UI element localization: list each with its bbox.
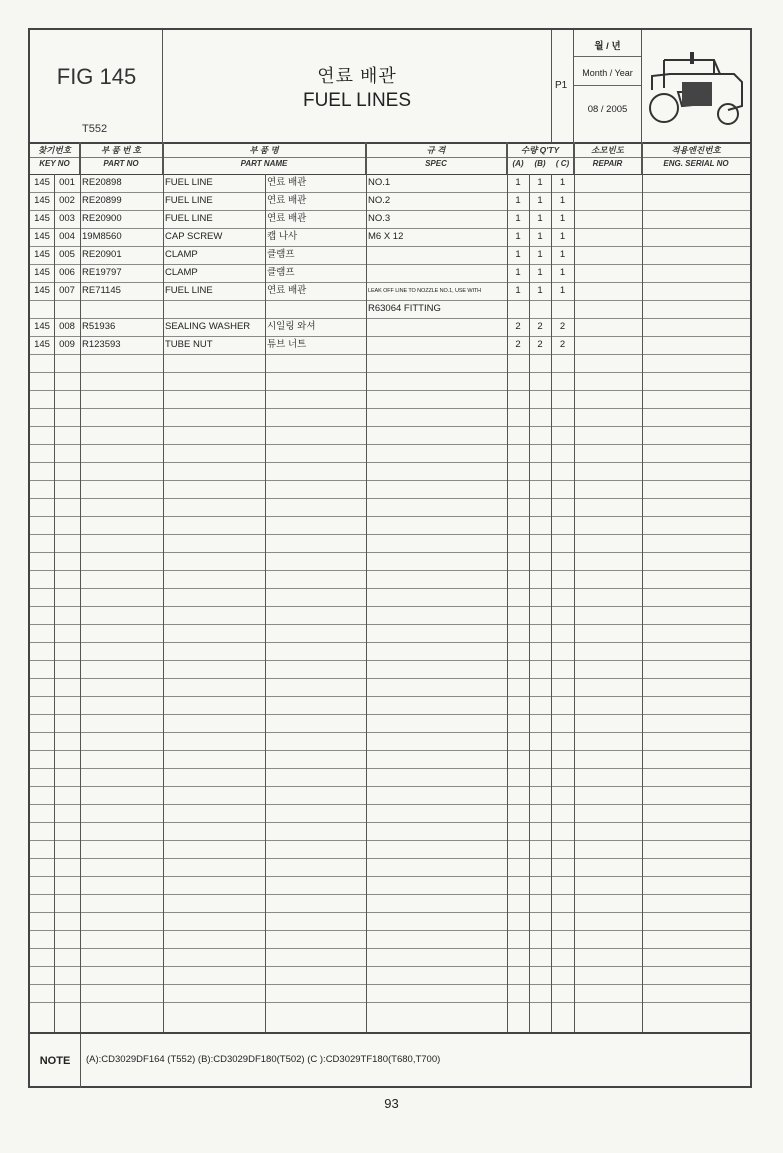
cell-name-en: SEALING WASHER	[165, 321, 251, 332]
cell-spec: NO.1	[368, 177, 391, 188]
cell-fig	[30, 300, 54, 318]
cell-a: 1	[515, 231, 521, 242]
col-qty-c: ( C)	[555, 159, 570, 168]
cell-key: 004	[59, 231, 75, 242]
cell-name-ko: 연료 배관	[267, 195, 307, 206]
title-english: FUEL LINES	[302, 90, 412, 111]
cell-c: 1	[559, 213, 566, 224]
column-divider	[642, 142, 643, 1032]
cell-fig: 145	[34, 177, 50, 188]
date-value: 08 / 2005	[587, 104, 628, 115]
cell-spec: LEAK OFF LINE TO NOZZLE NO.1, USE WITH	[368, 288, 482, 294]
cell-a: 2	[515, 321, 521, 332]
sheet-header	[30, 30, 750, 144]
cell-c: 2	[559, 321, 566, 332]
cell-name-en: CAP SCREW	[165, 231, 223, 242]
model-code: T552	[82, 123, 108, 135]
cell-fig: 145	[34, 249, 50, 260]
cell-spec: NO.2	[368, 195, 391, 206]
cell-name-en: FUEL LINE	[165, 213, 213, 224]
cell-name-en: FUEL LINE	[165, 285, 213, 296]
cell-c: 1	[559, 177, 566, 188]
cell-fig: 145	[34, 231, 50, 242]
cell-name-ko: 클램프	[267, 267, 295, 278]
parts-sheet	[28, 28, 752, 1088]
cell-part: RE71145	[82, 285, 121, 296]
cell-key: 007	[59, 285, 75, 296]
col-serial: 적용엔진번호 ENG. SERIAL NO	[642, 142, 750, 174]
date-box	[574, 30, 642, 142]
figure-box	[30, 30, 163, 142]
cell-name-en: CLAMP	[165, 267, 198, 278]
cell-fig: 145	[34, 213, 50, 224]
date-label-english: Month / Year	[582, 68, 633, 78]
cell-b: 1	[537, 267, 543, 278]
cell-c: 1	[559, 195, 566, 206]
figure-number: FIG 145	[56, 64, 137, 89]
cell-key: 009	[59, 339, 75, 350]
cell-part: 19M8560	[82, 231, 122, 242]
col-qty-b: (B)	[534, 159, 546, 168]
cell-spec: R63064 FITTING	[368, 303, 441, 314]
note-label: NOTE	[30, 1034, 81, 1088]
cell-b	[529, 300, 551, 318]
cell-part: R123593	[82, 339, 121, 350]
cell-part: RE19797	[82, 267, 122, 278]
cell-fig: 145	[34, 285, 50, 296]
col-qty-a: (A)	[512, 159, 524, 168]
cell-spec	[368, 264, 506, 282]
cell-a: 1	[515, 177, 521, 188]
column-divider	[574, 142, 575, 1032]
cell-fig: 145	[34, 339, 50, 350]
cell-name-ko: 시일링 와셔	[267, 321, 316, 332]
cell-a: 1	[515, 249, 521, 260]
col-part-no: 부 품 번 호 PART NO	[80, 142, 163, 174]
cell-name-ko: 연료 배관	[267, 213, 307, 224]
cell-c: 2	[559, 339, 566, 350]
cell-b: 2	[537, 339, 543, 350]
cell-part: R51936	[82, 321, 116, 332]
page-code-box	[552, 30, 574, 142]
col-part-name: 부 품 명 PART NAME	[163, 142, 366, 174]
col-repair: 소모빈도 REPAIR	[574, 142, 642, 174]
cell-name-en: FUEL LINE	[165, 195, 213, 206]
cell-spec: M6 X 12	[368, 231, 404, 242]
cell-key: 006	[59, 267, 75, 278]
cell-key: 001	[59, 177, 75, 188]
cell-c	[551, 300, 574, 318]
cell-a: 1	[515, 285, 521, 296]
cell-name-ko: 튜브 너트	[267, 339, 307, 350]
cell-a	[507, 300, 529, 318]
cell-name-ko: 캡 나사	[267, 231, 298, 242]
cell-c: 1	[559, 231, 566, 242]
cell-part: RE20900	[82, 213, 122, 224]
note-box	[30, 1032, 750, 1088]
cell-a: 1	[515, 195, 521, 206]
cell-key: 008	[59, 321, 75, 332]
cell-c: 1	[559, 249, 566, 260]
cell-part	[82, 300, 162, 318]
col-qty: 수량 Q'TY	[507, 142, 574, 174]
cell-a: 1	[515, 267, 521, 278]
column-divider	[265, 174, 266, 1032]
cell-spec: NO.3	[368, 213, 391, 224]
column-divider	[80, 142, 81, 1032]
cell-key: 005	[59, 249, 75, 260]
cell-part: RE20899	[82, 195, 122, 206]
cell-a: 2	[515, 339, 521, 350]
cell-part: RE20898	[82, 177, 122, 188]
cell-name-en: TUBE NUT	[165, 339, 213, 350]
title-korean: 연료 배관	[317, 66, 397, 86]
cell-name-en	[165, 300, 263, 318]
cell-b: 1	[537, 195, 543, 206]
date-label-korean: 월 / 년	[594, 41, 621, 52]
cell-b: 1	[537, 285, 543, 296]
cell-name-en: CLAMP	[165, 249, 198, 260]
col-spec: 규 격 SPEC	[366, 142, 507, 174]
cell-name-ko: 연료 배관	[267, 285, 307, 296]
cell-c: 1	[559, 285, 566, 296]
cell-b: 1	[537, 249, 543, 260]
column-divider	[163, 142, 164, 1032]
page-code: P1	[555, 80, 568, 91]
cell-name-ko: 연료 배관	[267, 177, 307, 188]
cell-c: 1	[559, 267, 566, 278]
cell-key: 003	[59, 213, 75, 224]
cell-spec	[368, 246, 506, 264]
cell-fig: 145	[34, 195, 50, 206]
cell-spec	[368, 318, 506, 336]
cell-a: 1	[515, 213, 521, 224]
col-key: 찾기번호 KEY NO	[30, 142, 80, 174]
cell-part: RE20901	[82, 249, 122, 260]
cell-name-ko	[267, 300, 364, 318]
note-text: (A):CD3029DF164 (T552) (B):CD3029DF180(T502) (C ):CD3029TF180(T680,T700)	[86, 1054, 441, 1065]
cell-fig: 145	[34, 321, 50, 332]
cell-b: 2	[537, 321, 543, 332]
cell-spec	[368, 336, 506, 354]
title-box	[163, 30, 552, 142]
column-divider	[366, 142, 367, 1032]
cell-key: 002	[59, 195, 75, 206]
cell-b: 1	[537, 177, 543, 188]
cell-fig: 145	[34, 267, 50, 278]
page-number: 93	[384, 1096, 399, 1111]
cell-name-ko: 클램프	[267, 249, 295, 260]
cell-name-en: FUEL LINE	[165, 177, 213, 188]
tractor-icon	[642, 30, 750, 142]
cell-key	[54, 300, 80, 318]
cell-b: 1	[537, 213, 543, 224]
cell-b: 1	[537, 231, 543, 242]
